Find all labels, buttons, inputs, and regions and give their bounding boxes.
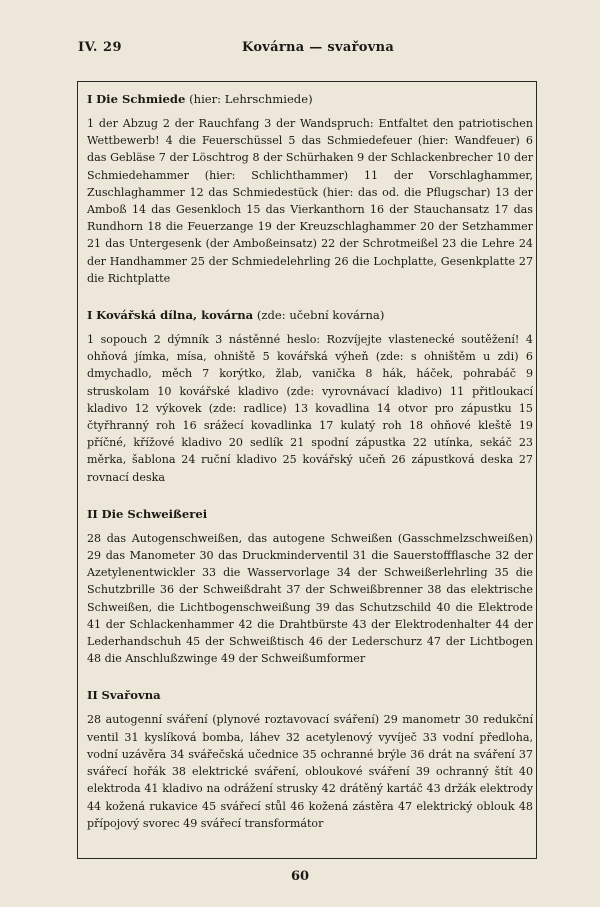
section-heading — [87, 308, 533, 323]
section-kovarna — [87, 308, 533, 486]
section-body: 28 autogenní sváření (plynové roztavovací sváření) 29 manometr 30 redukční ventil 31 kyslíková bomba, láhev 32 acetylenový vyvíječ 33 vodní předloha, vodní uzávěra 34 svářečská učednice 35 ochranné brýle 36 drát na sváření 37 svářecí hořák 38 elektrické sváření, obloukové sváření 39 ochranný štít 40 elektroda 41 kladivo na odrážení strusky 42 drátěný kartáč 43 držák elektrody 44 kožená rukavice 45 svářecí stůl 46 kožená zástěra 47 elektrický oblouk 48 přípojový svorec 49 svářecí transformátor — [87, 713, 533, 830]
section-body: 1 sopouch 2 dýmník 3 nástěnné heslo: Rozvíjejte vlastenecké soutěžení! 4 ohňová jímka, mísa, ohniště 5 kovářská výheň (zde: s ohništěm u zdi) 6 dmychadlo, měch 7 korýtko, žlab, vanička 8 hák, háček, pohrabáč 9 struskolam 10 kovářské kladivo (zde: vyrovnávací kladivo) 11 přitloukací kladivo 12 výkovek (zde: radlice) 13 kovadlina 14 otvor pro zápustku 15 čtyřhranný roh 16 srážecí kovadlinka 17 kulatý roh 18 ohňové kleště 19 příčné, křížové kladivo 20 sedlík 21 spodní zápustka 22 utínka, sekáč 23 měrka, šablona 24 ruční kladivo 25 kovářský učeň 26 zápustková deska 27 rovnací deska — [87, 333, 533, 484]
section-roman-numeral: II — [87, 506, 98, 521]
chapter-number: IV. 29 — [78, 40, 123, 55]
section-title-note: (zde: učební kovárna) — [253, 308, 385, 323]
section-title: Die Schmiede — [96, 92, 186, 106]
section-heading — [87, 92, 533, 107]
section-roman-numeral: I — [87, 308, 93, 323]
running-header — [78, 40, 538, 60]
page-title: Kovárna — svařovna — [242, 40, 395, 55]
section-schweisserei — [87, 507, 533, 668]
page-number: 60 — [290, 869, 310, 884]
section-title: Die Schweißerei — [101, 506, 208, 521]
section-svarovna — [87, 688, 533, 831]
section-heading — [87, 507, 533, 522]
section-title: Svařovna — [101, 688, 161, 703]
section-title-note: (hier: Lehrschmiede) — [185, 92, 313, 106]
section-body: 1 der Abzug 2 der Rauchfang 3 der Wandspruch: Entfaltet den patriotischen Wettbewerb! 4 die Feuerschüssel 5 das Schmiedefeuer (hier: Wandfeuer) 6 das Gebläse 7 der Löschtrog 8 der Schürhaken 9 der Schlackenbrecher 10 der Schmiedehammer (hier: Schlichthammer) 11 der Vorschlaghammer, Zuschlaghammer 12 das Schmiedestück (hier: das od. die Pflugschar) 13 der Amboß 14 das Gesenkloch 15 das Vierkanthorn 16 der Stauchansatz 17 das Rundhorn 18 die Feuerzange 19 der Kreuzschlaghammer 20 der Setzhammer 21 das Untergesenk (der Amboßeinsatz) 22 der Schrotmeißel 23 die Lehre 24 der Handhammer 25 der Schmiedelehrling 26 die Lochplatte, Gesenkplatte 27 die Richtplatte — [87, 117, 533, 285]
section-schmiede — [87, 92, 533, 287]
section-roman-numeral: I — [87, 92, 93, 106]
section-heading — [87, 688, 533, 703]
text-content — [87, 92, 533, 853]
section-body: 28 das Autogenschweißen, das autogene Schweißen (Gasschmelzschweißen) 29 das Manometer 30 das Druckminderventil 31 die Sauerstoffflasche 32 der Azetylenentwickler 33 die Wasservorlage 34 der Schweißerlehrling 35 die Schutzbrille 36 der Schweißdraht 37 der Schweißbrenner 38 das elektrische Schweißen, die Lichtbogenschweißung 39 das Schutzschild 40 die Elektrode 41 der Schlackenhammer 42 die Drahtbürste 43 der Elektrodenhalter 44 der Lederhandschuh 45 der Schweißtisch 46 der Lederschurz 47 der Lichtbogen 48 die Anschlußzwinge 49 der Schweißumformer — [87, 531, 533, 666]
section-title: Kovářská dílna, kovárna — [96, 308, 254, 323]
section-roman-numeral: II — [87, 688, 98, 703]
